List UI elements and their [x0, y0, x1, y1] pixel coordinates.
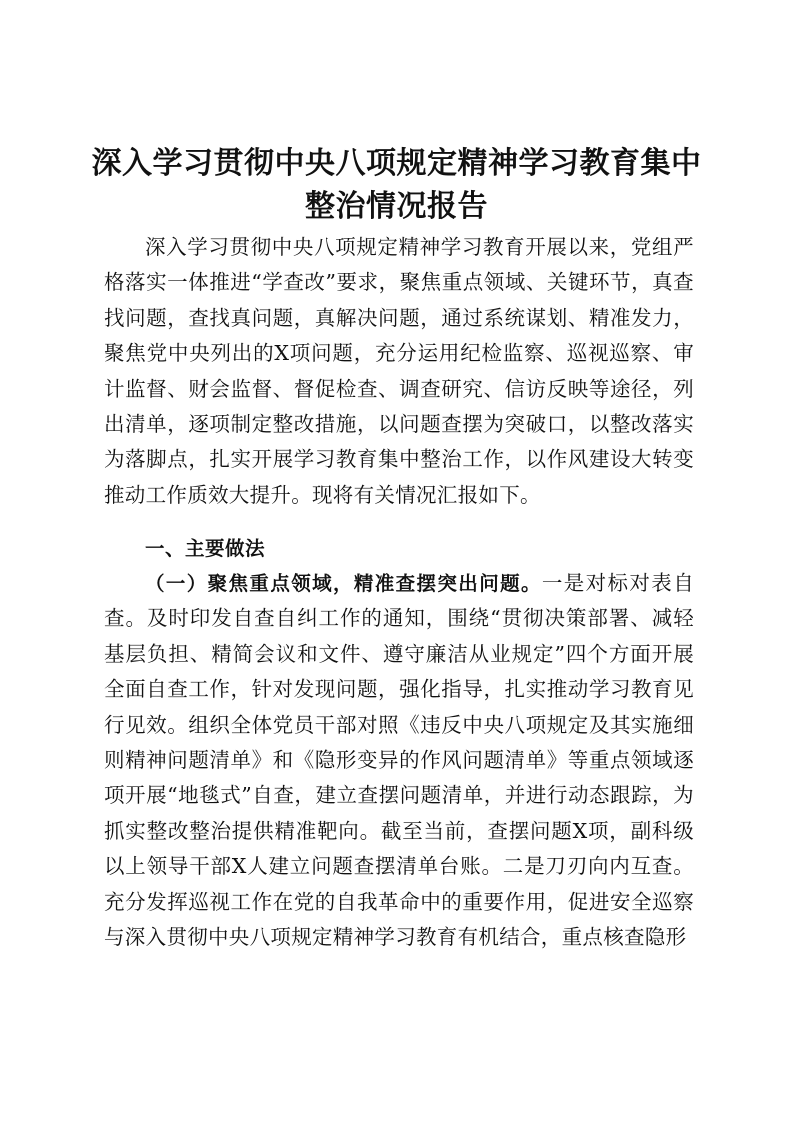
subsection-heading: （一）聚焦重点领域，精准查摆突出问题。	[145, 572, 542, 595]
subsection-body: 一是对标对表自查。及时印发自查自纠工作的通知，围绕“贯彻决策部署、减轻基层负担、精简会议和文件、遵守廉洁从业规定”四个方面开展全面自查工作，针对发现问题，强化指导，扎实推动学习教育见行见效。组织全体党员干部对照《违反中央八项规定及其实施细则精神问题清单》和《隐形变异的作风问题清单》等重点领域逐项开展“地毯式”自查，建立查摆问题清单，并进行动态跟踪，为抓实整改整治提供精准靶向。截至当前，查摆问题X项，副科级以上领导干部X人建立问题查摆清单台账。二是刀刃向内互查。充分发挥巡视工作在党的自我革命中的重要作用，促进安全巡察与深入贯彻中央八项规定精神学习教育有机结合，重点核查隐形	[104, 571, 694, 950]
intro-paragraph: 深入学习贯彻中央八项规定精神学习教育开展以来，党组严格落实一体推进“学查改”要求，聚焦重点领域、关键环节，真查找问题，查找真问题，真解决问题，通过系统谋划、精准发力，聚焦党中央列出的X项问题，充分运用纪检监察、巡视巡察、审计监督、财会监督、督促检查、调查研究、信访反映等途径，列出清单，逐项制定整改措施，以问题查摆为突破口，以整改落实为落脚点，扎实开展学习教育集中整治工作，以作风建设大转变推动工作质效大提升。现将有关情况汇报如下。	[104, 235, 694, 507]
subsection-paragraph	[104, 566, 694, 955]
document-title-line-2: 整治情况报告	[305, 189, 488, 224]
section-heading: 一、主要做法	[145, 537, 266, 560]
document-title-line-1: 深入学习贯彻中央八项规定精神学习教育集中	[91, 146, 702, 181]
